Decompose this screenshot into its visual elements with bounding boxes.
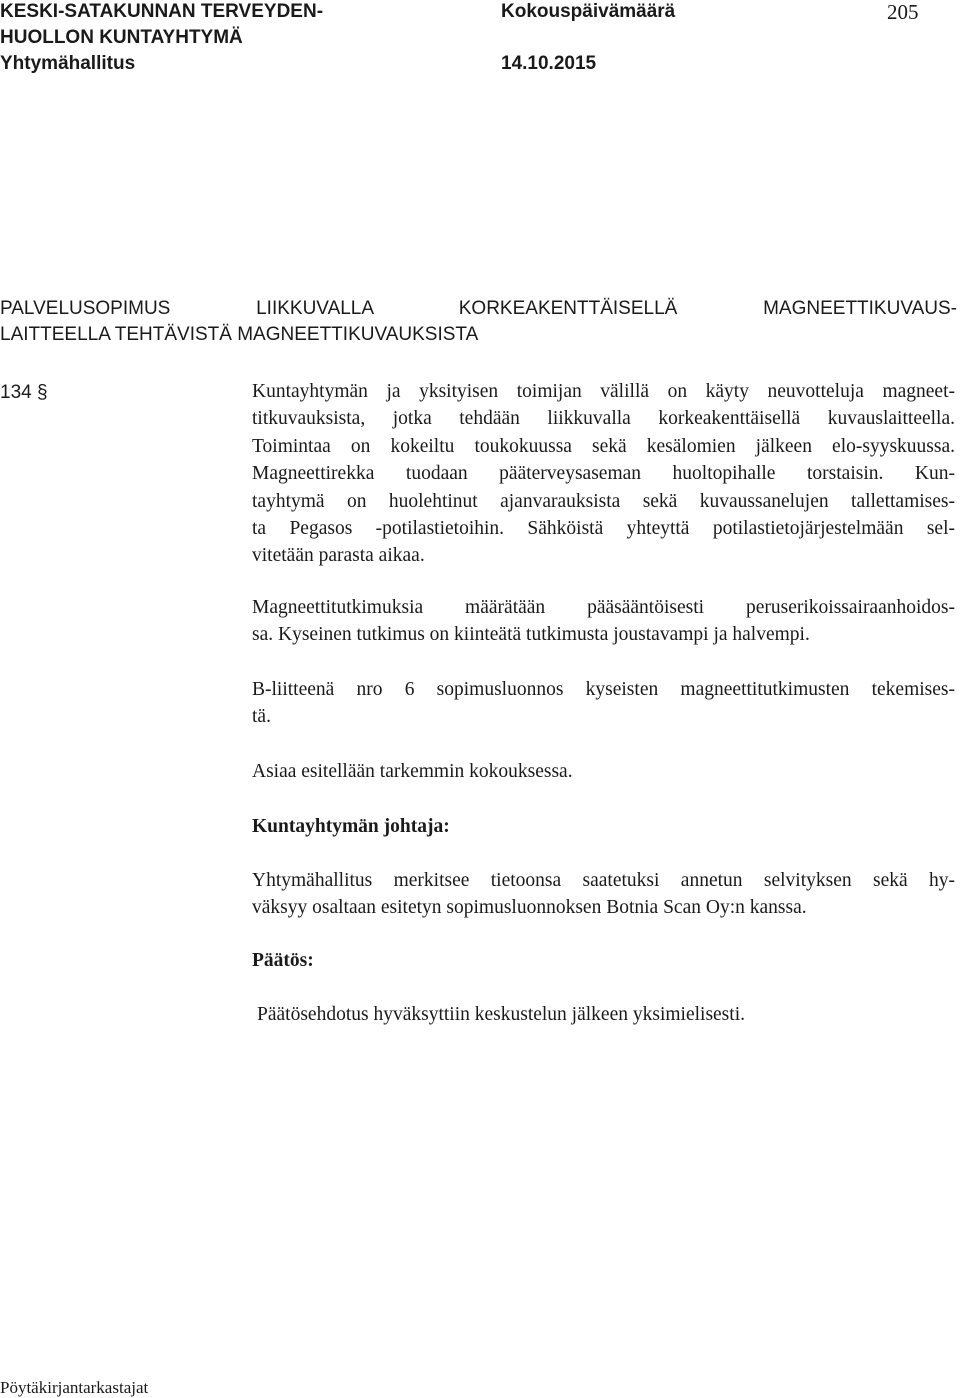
paragraph-line: Kuntayhtymän ja yksityisen toimijan välillä on käyty neuvotteluja magneet- [252,381,955,402]
document-title-line1: PALVELUSOPIMUS LIIKKUVALLA KORKEAKENTTÄISELLÄ MAGNEETTIKUVAUS- [0,298,957,319]
paragraph-background [252,378,955,570]
paragraph-line: B-liitteenä nro 6 sopimusluonnos kyseisten magneettitutkimusten tekemises- [252,679,955,700]
decision-heading [252,947,955,974]
paragraph-line: väksyy osaltaan esitetyn sopimusluonnoksen Botnia Scan Oy:n kanssa. [252,897,807,919]
paragraph-decision [257,1001,960,1028]
organization-name-line1: KESKI-SATAKUNNAN TERVEYDEN- [0,1,324,22]
paragraph-scope [252,594,955,649]
paragraph-line: Magneettirekka tuodaan pääterveysaseman huoltopihalle torstaisin. Kun- [252,463,955,485]
paragraph-line: Päätösehdotus hyväksyttiin keskustelun jälkeen yksimielisesti. [257,1004,745,1025]
document-title-line2: LAITTEELLA TEHTÄVISTÄ MAGNEETTIKUVAUKSISTA [0,324,479,345]
paragraph-line: Magneettitutkimuksia määrätään pääsääntöisesti peruserikoissairaanhoidos- [252,597,955,618]
meeting-date: 14.10.2015 [501,53,597,74]
paragraph-line: Toimintaa on kokeiltu toukokuussa sekä kesälomien jälkeen elo-syyskuussa. [252,435,955,457]
paragraph-line: vitetään parasta aikaa. [252,545,425,567]
paragraph-line: tä. [252,706,271,728]
paragraph-line: Asiaa esitellään tarkemmin kokouksessa. [252,761,573,782]
paragraph-attachment [252,676,955,731]
paragraph-line: sa. Kyseinen tutkimus on kiinteätä tutkimusta joustavampi ja halvempi. [252,624,810,646]
meeting-body: Yhtymähallitus [0,53,136,74]
proposal-heading [252,813,955,840]
page-number: 205 [887,0,919,24]
footer-label: Pöytäkirjantarkastajat [0,1378,149,1397]
proposal-heading-text: Kuntayhtymän johtaja: [252,816,450,837]
meeting-date-label: Kokouspäivämäärä [501,1,676,22]
section-number: 134 § [0,382,48,403]
paragraph-line: titkuvauksista, jotka tehdään liikkuvalla korkeakenttäisellä kuvauslaitteella. [252,408,955,430]
paragraph-presentation [252,758,955,785]
paragraph-line: Yhtymähallitus merkitsee tietoonsa saatetuksi annetun selvityksen sekä hy- [252,870,955,891]
decision-heading-text: Päätös: [252,950,314,971]
organization-name-line2: HUOLLON KUNTAYHTYMÄ [0,27,243,48]
paragraph-proposal [252,867,955,922]
paragraph-line: ta Pegasos -potilastietoihin. Sähköistä yhteyttä potilastietojärjestelmään sel- [252,518,955,540]
paragraph-line: tayhtymä on huolehtinut ajanvarauksista sekä kuvaussanelujen tallettamises- [252,490,955,512]
